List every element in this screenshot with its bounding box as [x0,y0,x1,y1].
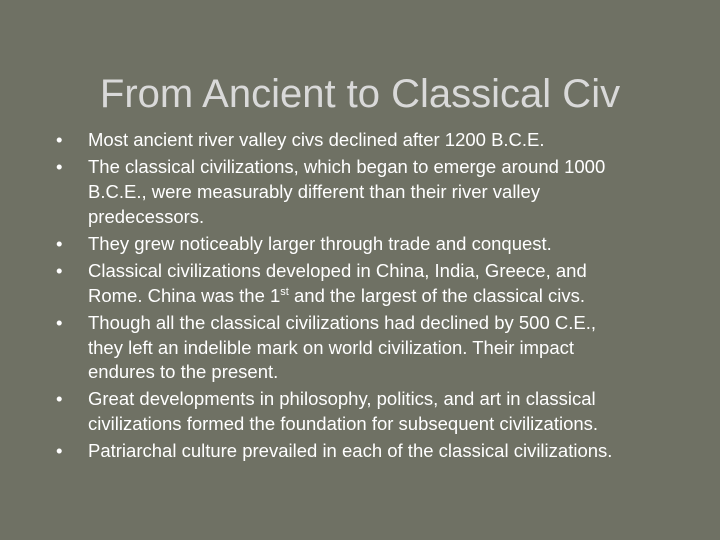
bullet-text: Great developments in philosophy, politics, and art in classical [88,388,596,410]
bullet-text: endures to the present. [88,361,279,383]
bullet-item [56,387,676,437]
bullet-item [56,155,676,229]
bullet-icon: • [56,311,63,333]
bullet-text: Most ancient river valley civs declined after 1200 B.C.E. [88,129,545,150]
bullet-item [56,439,676,464]
bullet-icon: • [56,388,63,410]
bullet-text: Classical civilizations developed in China, India, Greece, and [88,259,587,281]
bullet-item [56,311,676,385]
bullet-icon: • [56,259,63,281]
bullet-list [56,128,676,466]
bullet-item [56,232,676,257]
bullet-text: They grew noticeably larger through trade and conquest. [88,232,552,254]
bullet-icon: • [56,232,63,254]
bullet-icon: • [56,156,63,178]
ordinal-superscript: st [280,285,289,298]
slide-title: From Ancient to Classical Civ [99,72,621,116]
bullet-item [56,128,676,153]
bullet-text: Patriarchal culture prevailed in each of the classical civilizations. [88,440,613,462]
bullet-text: The classical civilizations, which began to emerge around 1000 [88,156,606,178]
bullet-text: they left an indelible mark on world civilization. Their impact [88,336,575,358]
bullet-text: B.C.E., were measurably different than their river valley [88,180,541,202]
bullet-icon: • [56,440,63,462]
bullet-text: predecessors. [88,205,205,227]
bullet-icon: • [56,129,63,150]
bullet-text-with-superscript [88,284,676,309]
bullet-text: civilizations formed the foundation for subsequent civilizations. [88,413,599,435]
bullet-text: and the largest of the classical civs. [288,284,586,306]
bullet-item [56,259,676,309]
bullet-text: Rome. China was the 1 [88,284,281,306]
bullet-text: Though all the classical civilizations had declined by 500 C.E., [88,311,597,333]
